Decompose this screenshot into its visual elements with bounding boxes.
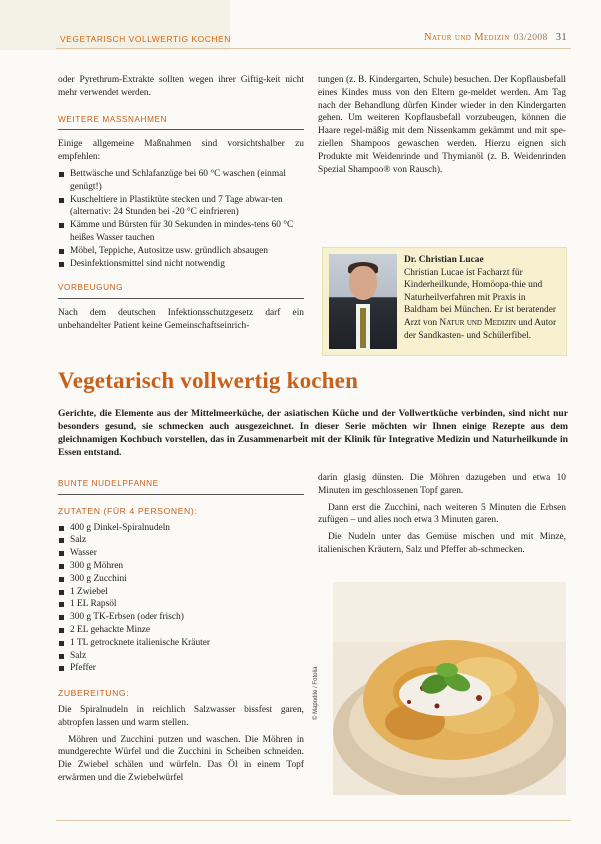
ingredients-heading: ZUTATEN (FÜR 4 PERSONEN): [58,505,198,516]
header-divider [56,48,571,49]
paragraph: oder Pyrethrum-Extrakte sollten wegen ihrer Giftig-keit nicht mehr verwendet werden. [58,75,304,98]
author-name: Dr. Christian Lucae [404,255,484,265]
paragraph: Nach dem deutschen Infektionsschutzgesetz darf ein unbehandelter Patient keine Gemeinschaftseinrich- [58,308,304,331]
ingredient-item: 300 g TK-Erbsen (oder frisch) [58,611,304,624]
pasta-dish-photo [333,582,566,795]
paragraph: Möhren und Zucchini putzen und waschen. Die Möhren in mundgerechte Würfel und die Zucchini in Scheiben schneiden. Die Zwiebel schälen und würfeln. Das Öl in einem Topf erwärmen und die Zwiebelwürfel [58,734,304,783]
page-header [0,0,601,78]
bio-magazine: Natur und Medizin [439,317,516,328]
photo-credit: © Mapodile / Fotolia [313,666,319,720]
magazine-name: Natur und Medizin [423,32,510,43]
list-item: Desinfektionsmittel sind nicht notwendig [58,258,304,271]
paragraph: darin glasig dünsten. Die Möhren dazugeben und etwa 10 Minuten im geschlossenen Topf garen. [318,473,566,496]
list-item: Kuscheltiere in Plastiktüte stecken und 7 Tage abwar-ten (alternativ: 24 Stunden bei -20 °C einfrieren) [58,194,304,220]
recipe-column-right [318,472,566,561]
page-number: 31 [555,32,567,43]
ingredient-item: Pfeffer [58,662,304,675]
ingredient-item: Salz [58,650,304,663]
ingredient-item: 400 g Dinkel-Spiralnudeln [58,522,304,535]
photo-tie [360,308,366,348]
ingredient-item: Salz [58,534,304,547]
paragraph: Einige allgemeine Maßnahmen sind vorsichtshalber zu empfehlen: [58,139,304,163]
pasta-illustration [333,582,566,795]
paragraph: Die Nudeln unter das Gemüse mischen und mit Minze, italienischen Kräutern, Salz und Pfeffer ab-schmecken. [318,532,566,555]
ingredients-list [58,522,304,676]
article-lead: Gerichte, die Elemente aus der Mittelmeerküche, der asiatischen Küche und der Vollwertküche verbinden, sind nicht nur besonders gesund, sie schmecken auch ausgezeichnet. In dieser Serie möchten wir Ihnen einige Rezepte aus dem gleichnamigen Kochbuch vorstellen, das in Zusammenarbeit mit der Klinik für Integrative Medizin und Naturheilkunde in Essen entstand. [58,408,568,458]
author-bio-box [322,247,567,356]
bio-text: Christian Lucae ist Facharzt für Kinderheilkunde, Homöopa-thie und Naturheilverfahren mit Praxis in Baldham bei München. Er ist beratender Arzt von [404,267,557,328]
paragraph: tungen (z. B. Kindergarten, Schule) besuchen. Der Kopflausbefall eines Kindes muss von den Eltern ge-meldet werden. Am Tag nach der Behandlung dürfen Kinder wieder in den Kindergarten gehen. Um weiteren Kopflausbefall vorzubeugen, können die Haare regel-mäßig mit dem Nissenkamm gekämmt und mit spe-ziellen Shampoos gewaschen werden. Hierzu eignen sich Produkte mit Weidenrinde und Thymianöl (z. B. Weidenrinden Spezial Shampoo® von Rausch). [318,75,566,175]
author-photo [329,254,397,349]
section-heading: VORBEUGUNG [58,282,304,299]
top-right-column [318,74,566,180]
ingredient-item: 300 g Zucchini [58,573,304,586]
issue-number: 03/2008 [513,33,548,43]
measures-list [58,168,304,270]
author-bio-text [404,254,561,342]
section-heading: WEITERE MASSNAHMEN [58,114,304,131]
paragraph: Dann erst die Zucchini, nach weiteren 5 Minuten die Erbsen zufügen – und alles noch etwa 3 Minuten garen. [318,502,566,526]
article-title: Vegetarisch vollwertig kochen [58,368,359,393]
photo-face [349,266,377,300]
paragraph: Die Spiralnudeln in reichlich Salzwasser bissfest garen, abtropfen lassen und warm stellen. [58,704,304,728]
list-item: Kämme und Bürsten für 30 Sekunden in mindes-tens 60 °C heißes Wasser tauchen [58,219,304,245]
ingredient-item: 2 EL gehackte Minze [58,624,304,637]
ingredient-item: 1 Zwiebel [58,586,304,599]
ingredient-item: 1 TL getrocknete italienische Kräuter [58,637,304,650]
top-left-column [58,74,304,337]
preparation-heading: ZUBEREITUNG: [58,688,130,699]
recipe-heading: BUNTE NUDELPFANNE [58,478,304,495]
recipe-column-left [58,478,304,789]
section-title: VEGETARISCH VOLLWERTIG KOCHEN [60,34,231,44]
ingredient-item: Wasser [58,547,304,560]
ingredient-item: 300 g Möhren [58,560,304,573]
footer-divider [56,820,571,821]
list-item: Möbel, Teppiche, Autositze usw. gründlich absaugen [58,245,304,258]
ingredient-item: 1 EL Rapsöl [58,598,304,611]
list-item: Bettwäsche und Schlafanzüge bei 60 °C waschen (einmal genügt!) [58,168,304,194]
magazine-info [424,32,567,43]
bio-text-end: und Autor der Sandkasten- und Schülerfibel. [404,317,557,341]
